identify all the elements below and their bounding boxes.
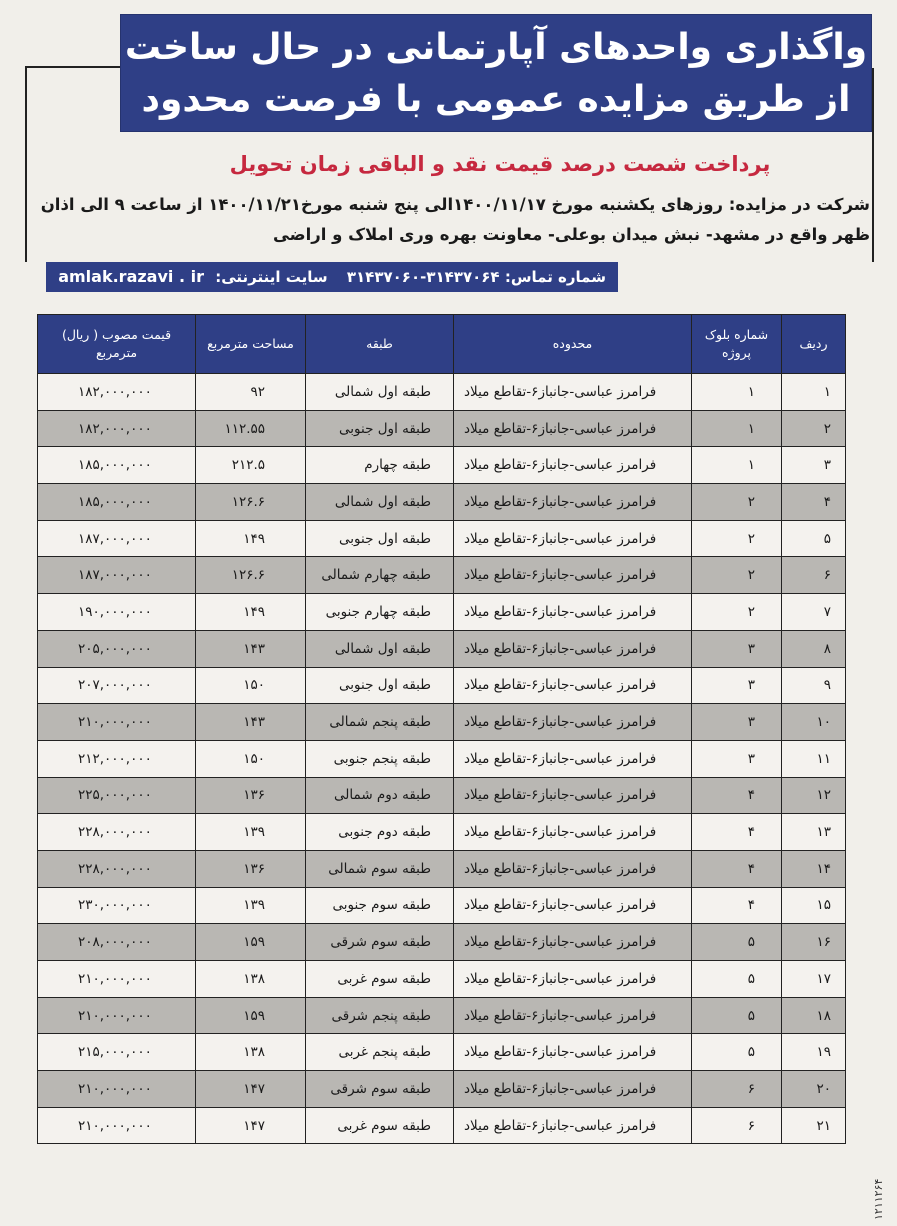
table-row — [38, 447, 846, 484]
table-row — [38, 704, 846, 741]
cell-price: ۲۱۲,۰۰۰,۰۰۰ — [38, 740, 196, 777]
cell-block-number: ۱ — [692, 447, 782, 484]
cell-row-number: ۱۸ — [782, 997, 846, 1034]
cell-size: ۱۴۹ — [196, 594, 306, 631]
cell-row-number: ۱۱ — [782, 740, 846, 777]
cell-block-number: ۴ — [692, 777, 782, 814]
table-row — [38, 777, 846, 814]
cell-size: ۱۵۰ — [196, 667, 306, 704]
units-table — [37, 314, 846, 1144]
cell-floor: طبقه سوم شمالی — [306, 850, 454, 887]
cell-price: ۲۱۰,۰۰۰,۰۰۰ — [38, 1107, 196, 1144]
cell-row-number: ۱۷ — [782, 961, 846, 998]
title-line-1: واگذاری واحدهای آپارتمانی در حال ساخت — [124, 27, 868, 68]
cell-row-number: ۱۴ — [782, 850, 846, 887]
cell-area: فرامرز عباسی-جانباز۶-تقاطع میلاد — [454, 1034, 692, 1071]
table-row — [38, 374, 846, 411]
payment-subtitle: پرداخت شصت درصد قیمت نقد و الباقی زمان تحویل — [229, 152, 771, 176]
cell-block-number: ۳ — [692, 667, 782, 704]
cell-size: ۱۴۷ — [196, 1107, 306, 1144]
cell-price: ۲۱۰,۰۰۰,۰۰۰ — [38, 704, 196, 741]
header-area: محدوده — [454, 315, 692, 374]
table-row — [38, 410, 846, 447]
cell-size: ۱۵۰ — [196, 740, 306, 777]
cell-row-number: ۲۰ — [782, 1071, 846, 1108]
cell-area: فرامرز عباسی-جانباز۶-تقاطع میلاد — [454, 777, 692, 814]
cell-row-number: ۱۵ — [782, 887, 846, 924]
cell-size: ۱۳۹ — [196, 814, 306, 851]
cell-floor: طبقه پنجم غربی — [306, 1034, 454, 1071]
cell-price: ۱۸۵,۰۰۰,۰۰۰ — [38, 447, 196, 484]
cell-price: ۲۲۸,۰۰۰,۰۰۰ — [38, 814, 196, 851]
cell-row-number: ۵ — [782, 520, 846, 557]
auction-info — [30, 190, 870, 250]
cell-size: ۱۳۸ — [196, 1034, 306, 1071]
cell-price: ۲۲۸,۰۰۰,۰۰۰ — [38, 850, 196, 887]
table-body — [38, 374, 846, 1144]
cell-area: فرامرز عباسی-جانباز۶-تقاطع میلاد — [454, 520, 692, 557]
cell-size: ۹۲ — [196, 374, 306, 411]
cell-size: ۱۲۶.۶ — [196, 484, 306, 521]
cell-price: ۱۸۵,۰۰۰,۰۰۰ — [38, 484, 196, 521]
table-row — [38, 961, 846, 998]
cell-floor: طبقه چهارم شمالی — [306, 557, 454, 594]
cell-price: ۲۰۸,۰۰۰,۰۰۰ — [38, 924, 196, 961]
cell-area: فرامرز عباسی-جانباز۶-تقاطع میلاد — [454, 887, 692, 924]
auction-info-line-1: شرکت در مزایده: روزهای یکشنبه مورخ ۱۴۰۰/۱۱/۱۷الی پنج شنبه مورخ۱۴۰۰/۱۱/۲۱ از ساعت ۹ الی اذان — [40, 195, 870, 214]
cell-block-number: ۵ — [692, 924, 782, 961]
table-row — [38, 887, 846, 924]
header-floor: طبقه — [306, 315, 454, 374]
cell-block-number: ۴ — [692, 887, 782, 924]
cell-size: ۲۱۲.۵ — [196, 447, 306, 484]
cell-row-number: ۲ — [782, 410, 846, 447]
cell-size: ۱۴۳ — [196, 630, 306, 667]
cell-block-number: ۲ — [692, 484, 782, 521]
contact-bar — [46, 262, 618, 292]
cell-price: ۲۱۰,۰۰۰,۰۰۰ — [38, 961, 196, 998]
cell-price: ۲۱۵,۰۰۰,۰۰۰ — [38, 1034, 196, 1071]
cell-price: ۱۸۲,۰۰۰,۰۰۰ — [38, 410, 196, 447]
table-row — [38, 594, 846, 631]
cell-size: ۱۳۶ — [196, 850, 306, 887]
table-row — [38, 814, 846, 851]
cell-floor: طبقه سوم غربی — [306, 961, 454, 998]
cell-row-number: ۱۶ — [782, 924, 846, 961]
cell-row-number: ۷ — [782, 594, 846, 631]
cell-price: ۲۱۰,۰۰۰,۰۰۰ — [38, 997, 196, 1034]
cell-area: فرامرز عباسی-جانباز۶-تقاطع میلاد — [454, 740, 692, 777]
cell-block-number: ۳ — [692, 630, 782, 667]
cell-price: ۲۰۵,۰۰۰,۰۰۰ — [38, 630, 196, 667]
table-row — [38, 667, 846, 704]
table-row — [38, 997, 846, 1034]
cell-price: ۱۹۰,۰۰۰,۰۰۰ — [38, 594, 196, 631]
cell-area: فرامرز عباسی-جانباز۶-تقاطع میلاد — [454, 557, 692, 594]
cell-row-number: ۴ — [782, 484, 846, 521]
cell-block-number: ۶ — [692, 1071, 782, 1108]
cell-row-number: ۳ — [782, 447, 846, 484]
cell-area: فرامرز عباسی-جانباز۶-تقاطع میلاد — [454, 484, 692, 521]
table-row — [38, 1107, 846, 1144]
cell-floor: طبقه سوم غربی — [306, 1107, 454, 1144]
cell-floor: طبقه اول شمالی — [306, 484, 454, 521]
cell-size: ۱۵۹ — [196, 924, 306, 961]
table-row — [38, 484, 846, 521]
table-header-row — [38, 315, 846, 374]
auction-info-line-2: ظهر واقع در مشهد- نبش میدان بوعلی- معاونت بهره وری املاک و اراضی — [272, 225, 870, 244]
table-row — [38, 630, 846, 667]
header-row-number: ردیف — [782, 315, 846, 374]
cell-floor: طبقه سوم جنوبی — [306, 887, 454, 924]
cell-area: فرامرز عباسی-جانباز۶-تقاطع میلاد — [454, 961, 692, 998]
cell-price: ۲۲۵,۰۰۰,۰۰۰ — [38, 777, 196, 814]
cell-row-number: ۹ — [782, 667, 846, 704]
cell-area: فرامرز عباسی-جانباز۶-تقاطع میلاد — [454, 1107, 692, 1144]
cell-size: ۱۳۸ — [196, 961, 306, 998]
cell-block-number: ۲ — [692, 594, 782, 631]
frame-line-left — [25, 66, 27, 262]
cell-block-number: ۱ — [692, 410, 782, 447]
cell-size: ۱۱۲.۵۵ — [196, 410, 306, 447]
cell-floor: طبقه سوم شرقی — [306, 1071, 454, 1108]
cell-floor: طبقه دوم جنوبی — [306, 814, 454, 851]
cell-area: فرامرز عباسی-جانباز۶-تقاطع میلاد — [454, 704, 692, 741]
cell-block-number: ۳ — [692, 740, 782, 777]
table-row — [38, 520, 846, 557]
cell-row-number: ۶ — [782, 557, 846, 594]
cell-block-number: ۴ — [692, 814, 782, 851]
cell-floor: طبقه اول شمالی — [306, 630, 454, 667]
cell-block-number: ۳ — [692, 704, 782, 741]
title-line-2: از طریق مزایده عمومی با فرصت محدود — [141, 79, 851, 120]
cell-block-number: ۶ — [692, 1107, 782, 1144]
cell-floor: طبقه چهارم — [306, 447, 454, 484]
cell-row-number: ۲۱ — [782, 1107, 846, 1144]
cell-size: ۱۳۹ — [196, 887, 306, 924]
cell-floor: طبقه سوم شرقی — [306, 924, 454, 961]
cell-floor: طبقه پنجم شمالی — [306, 704, 454, 741]
contact-phone: شماره تماس: ۳۱۴۳۷۰۶۴-۳۱۴۳۷۰۶۰ — [346, 268, 606, 286]
cell-size: ۱۴۳ — [196, 704, 306, 741]
cell-area: فرامرز عباسی-جانباز۶-تقاطع میلاد — [454, 997, 692, 1034]
cell-area: فرامرز عباسی-جانباز۶-تقاطع میلاد — [454, 630, 692, 667]
cell-price: ۲۰۷,۰۰۰,۰۰۰ — [38, 667, 196, 704]
cell-size: ۱۴۹ — [196, 520, 306, 557]
cell-floor: طبقه اول جنوبی — [306, 410, 454, 447]
table-row — [38, 557, 846, 594]
cell-block-number: ۴ — [692, 850, 782, 887]
cell-area: فرامرز عباسی-جانباز۶-تقاطع میلاد — [454, 410, 692, 447]
frame-line-top-left — [25, 66, 120, 68]
cell-area: فرامرز عباسی-جانباز۶-تقاطع میلاد — [454, 447, 692, 484]
cell-floor: طبقه پنجم شرقی — [306, 997, 454, 1034]
cell-floor: طبقه اول جنوبی — [306, 520, 454, 557]
cell-area: فرامرز عباسی-جانباز۶-تقاطع میلاد — [454, 594, 692, 631]
cell-row-number: ۱۰ — [782, 704, 846, 741]
cell-floor: طبقه چهارم جنوبی — [306, 594, 454, 631]
cell-price: ۱۸۷,۰۰۰,۰۰۰ — [38, 557, 196, 594]
cell-block-number: ۵ — [692, 961, 782, 998]
cell-block-number: ۱ — [692, 374, 782, 411]
cell-price: ۲۳۰,۰۰۰,۰۰۰ — [38, 887, 196, 924]
cell-block-number: ۲ — [692, 557, 782, 594]
cell-price: ۲۱۰,۰۰۰,۰۰۰ — [38, 1071, 196, 1108]
header-size: مساحت مترمربع — [196, 315, 306, 374]
cell-area: فرامرز عباسی-جانباز۶-تقاطع میلاد — [454, 1071, 692, 1108]
table-row — [38, 1034, 846, 1071]
cell-price: ۱۸۷,۰۰۰,۰۰۰ — [38, 520, 196, 557]
cell-area: فرامرز عباسی-جانباز۶-تقاطع میلاد — [454, 850, 692, 887]
cell-row-number: ۱ — [782, 374, 846, 411]
cell-block-number: ۵ — [692, 1034, 782, 1071]
table-row — [38, 850, 846, 887]
cell-floor: طبقه اول جنوبی — [306, 667, 454, 704]
units-table-container — [37, 314, 845, 1184]
website-label: سایت اینترنتی: — [215, 268, 328, 286]
cell-row-number: ۱۲ — [782, 777, 846, 814]
cell-size: ۱۲۶.۶ — [196, 557, 306, 594]
table-row — [38, 924, 846, 961]
cell-block-number: ۵ — [692, 997, 782, 1034]
cell-row-number: ۱۳ — [782, 814, 846, 851]
cell-size: ۱۵۹ — [196, 997, 306, 1034]
cell-size: ۱۳۶ — [196, 777, 306, 814]
table-row — [38, 1071, 846, 1108]
title-banner — [120, 14, 872, 132]
cell-size: ۱۴۷ — [196, 1071, 306, 1108]
cell-floor: طبقه اول شمالی — [306, 374, 454, 411]
cell-price: ۱۸۲,۰۰۰,۰۰۰ — [38, 374, 196, 411]
cell-area: فرامرز عباسی-جانباز۶-تقاطع میلاد — [454, 924, 692, 961]
cell-row-number: ۱۹ — [782, 1034, 846, 1071]
cell-area: فرامرز عباسی-جانباز۶-تقاطع میلاد — [454, 814, 692, 851]
cell-floor: طبقه دوم شمالی — [306, 777, 454, 814]
cell-row-number: ۸ — [782, 630, 846, 667]
table-row — [38, 740, 846, 777]
cell-area: فرامرز عباسی-جانباز۶-تقاطع میلاد — [454, 667, 692, 704]
website-link[interactable]: amlak.razavi . ir — [58, 267, 204, 286]
header-price: قیمت مصوب ( ریال) مترمربع — [38, 315, 196, 374]
frame-line-right — [872, 68, 874, 262]
cell-floor: طبقه پنجم جنوبی — [306, 740, 454, 777]
header-block-number: شماره بلوک پروژه — [692, 315, 782, 374]
cell-block-number: ۲ — [692, 520, 782, 557]
publication-code: ۱۲۱۱۲۶۴ — [872, 1178, 885, 1220]
cell-area: فرامرز عباسی-جانباز۶-تقاطع میلاد — [454, 374, 692, 411]
